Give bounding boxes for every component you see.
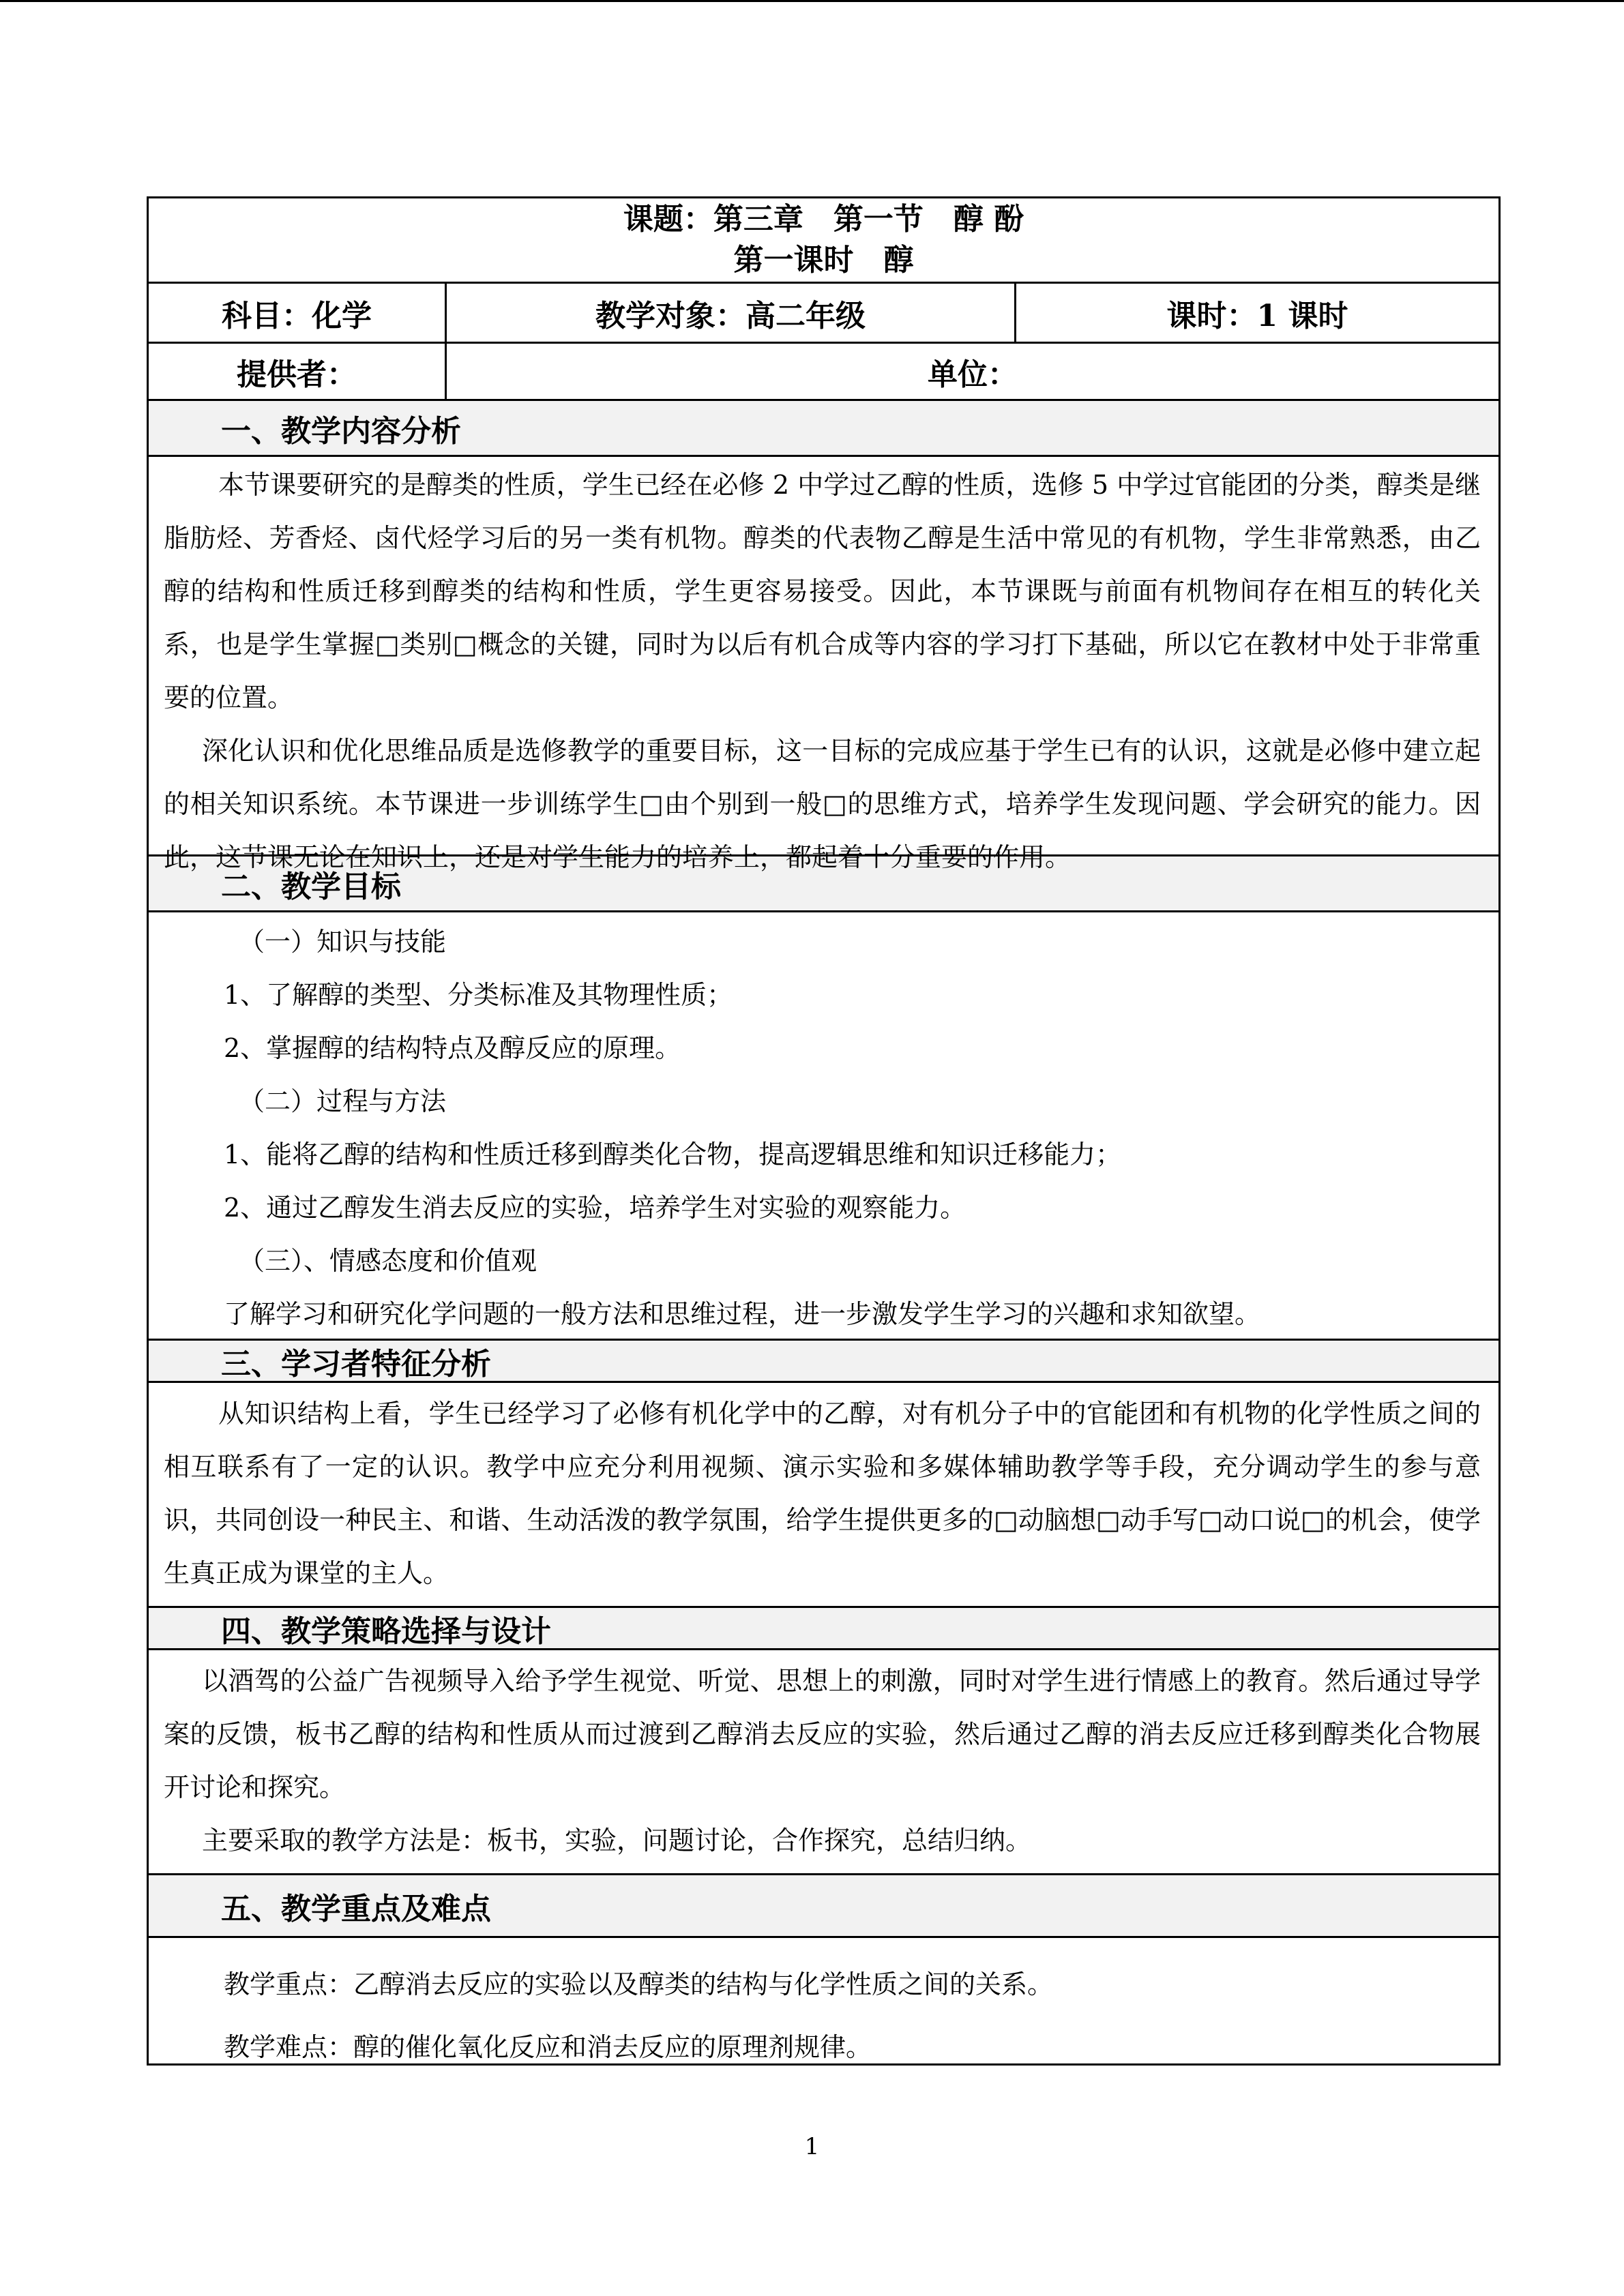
section-body-teaching-objectives [149, 912, 1498, 1341]
objective-item: 1、能将乙醇的结构和性质迁移到醇类化合物，提高逻辑思维和知识迁移能力； [224, 1139, 1122, 1169]
provider-cell: 提供者： [149, 344, 447, 399]
info-row [149, 284, 1498, 344]
hours-cell: 课时：1 课时 [1166, 298, 1348, 333]
page-top-rule [0, 0, 1624, 2]
paragraph: 从知识结构上看，学生已经学习了必修有机化学中的乙醇，对有机分子中的官能团和有机物的化学性质之间的相互联系有了一定的认识。教学中应充分利用视频、演示实验和多媒体辅助教学等手段，充分调动学生的参与意识，共同创设一种民主、和谐、生动活泼的教学氛围，给学生提供更多的□动脑想□动手写□动口说□的机会，使学生真正成为课堂的主人。 [164, 1399, 1481, 1588]
objective-item: 2、通过乙醇发生消去反应的实验，培养学生对实验的观察能力。 [224, 1193, 966, 1223]
section-body-teaching-strategy [149, 1650, 1498, 1875]
section-body-content-analysis [149, 457, 1498, 872]
unit-cell: 单位： [928, 357, 1018, 392]
objective-item: 1、了解醇的类型、分类标准及其物理性质； [224, 980, 733, 1010]
paragraph: 主要采取的教学方法是：板书，实验，问题讨论，合作探究，总结归纳。 [202, 1825, 1032, 1855]
lesson-plan-table [147, 196, 1501, 2066]
paragraph: 深化认识和优化思维品质是选修教学的重要目标，这一目标的完成应基于学生已有的认识，这就是必修中建立起的相关知识系统。本节课进一步训练学生□由个别到一般□的思维方式，培养学生发现问题、学会研究的能力。因此，这节课无论在知识上，还是对学生能力的培养上，都起着十分重要的作用。 [164, 736, 1481, 872]
section-heading-content-analysis: 一、教学内容分析 [149, 401, 1498, 457]
difficult-point: 教学难点：醇的催化氧化反应和消去反应的原理剂规律。 [224, 2032, 872, 2062]
section-heading-teaching-strategy: 四、教学策略选择与设计 [149, 1608, 1498, 1650]
lesson-subtitle: 第一课时 醇 [733, 243, 914, 278]
section-body-key-difficult-points [149, 1938, 1498, 2063]
paragraph: 本节课要研究的是醇类的性质，学生已经在必修 2 中学过乙醇的性质，选修 5 中学过官能团的分类，醇类是继脂肪烃、芳香烃、卤代烃学习后的另一类有机物。醇类的代表物乙醇是生活中常见的有机物，学生非常熟悉，由乙醇的结构和性质迁移到醇类的结构和性质，学生更容易接受。因此，本节课既与前面有机物间存在相互的转化关系，也是学生掌握□类别□概念的关键，同时为以后有机合成等内容的学习打下基础，所以它在教材中处于非常重要的位置。 [164, 470, 1481, 713]
subject-cell: 科目：化学 [149, 284, 447, 342]
section-heading-teaching-objectives: 二、教学目标 [149, 856, 1498, 912]
page-number: 1 [804, 2133, 820, 2160]
objective-subheading: （二）过程与方法 [239, 1086, 447, 1116]
section-heading-key-difficult-points: 五、教学重点及难点 [149, 1875, 1498, 1938]
key-point: 教学重点：乙醇消去反应的实验以及醇类的结构与化学性质之间的关系。 [224, 1969, 1054, 1999]
objective-item: 了解学习和研究化学问题的一般方法和思维过程，进一步激发学生学习的兴趣和求知欲望。 [224, 1299, 1261, 1329]
paragraph: 以酒驾的公益广告视频导入给予学生视觉、听觉、思想上的刺激，同时对学生进行情感上的教育。然后通过导学案的反馈，板书乙醇的结构和性质从而过渡到乙醇消去反应的实验，然后通过乙醇的消去反应迁移到醇类化合物展开讨论和探究。 [164, 1666, 1481, 1802]
section-heading-learner-analysis: 三、学习者特征分析 [149, 1341, 1498, 1383]
section-body-learner-analysis [149, 1383, 1498, 1608]
lesson-title: 课题：第三章 第一节 醇 酚 [623, 202, 1024, 237]
title-row [149, 198, 1498, 284]
objective-item: 2、掌握醇的结构特点及醇反应的原理。 [224, 1033, 681, 1063]
provider-row [149, 344, 1498, 401]
audience-cell: 教学对象：高二年级 [447, 284, 1016, 342]
objective-subheading: （三）、情感态度和价值观 [239, 1246, 537, 1276]
objective-subheading: （一）知识与技能 [239, 927, 447, 957]
